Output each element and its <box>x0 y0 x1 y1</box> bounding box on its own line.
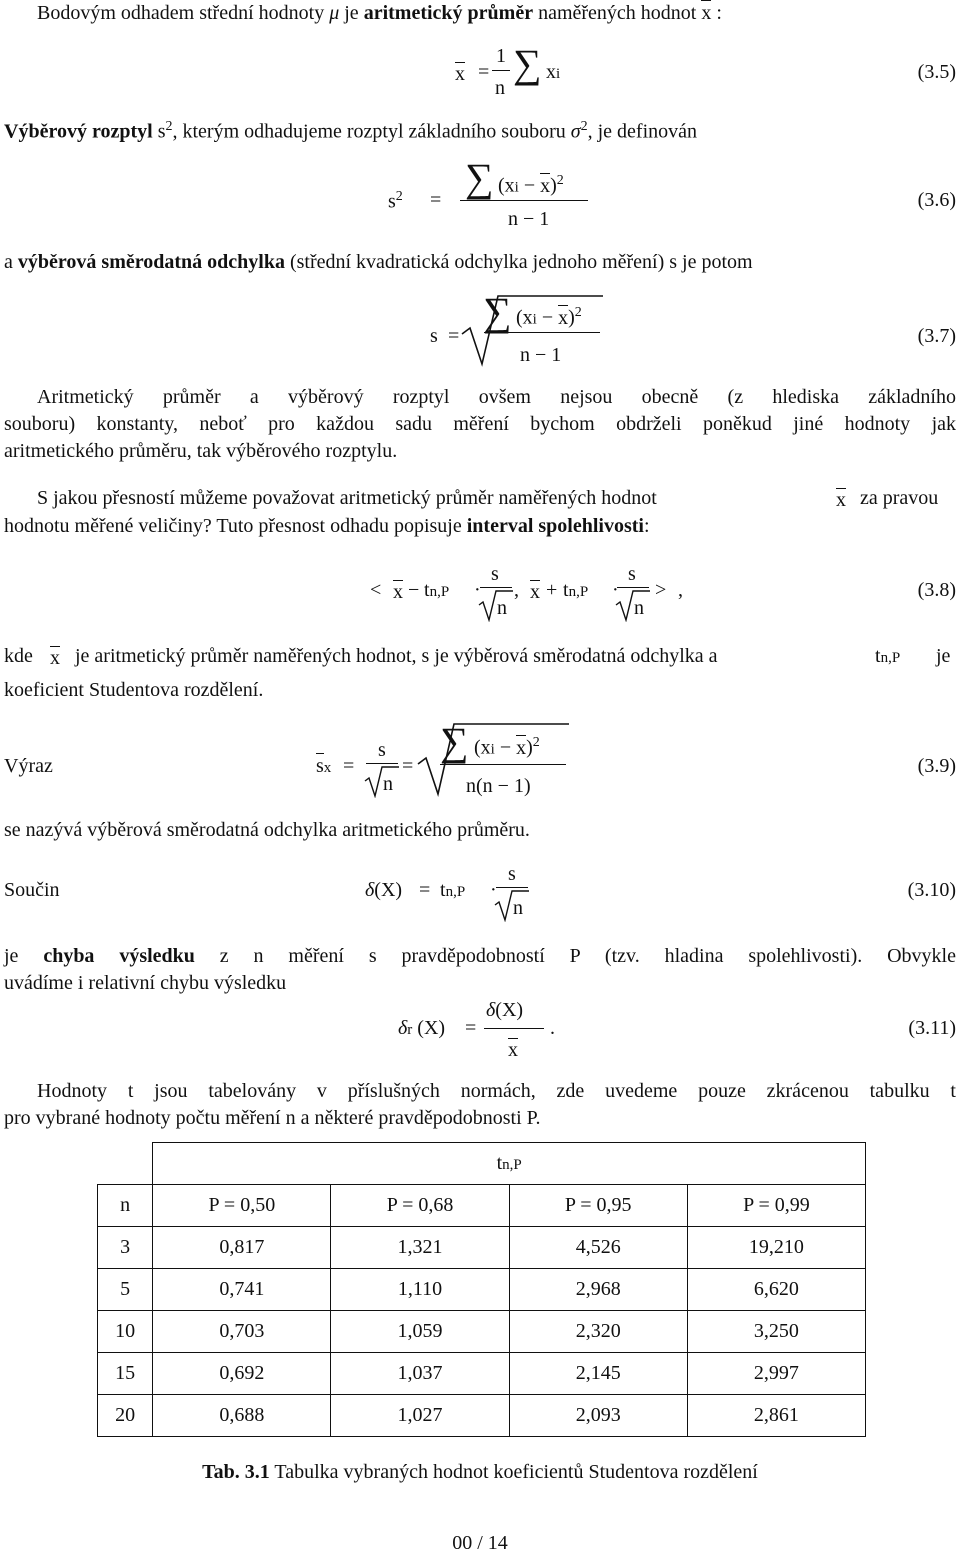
table-header-t: tn,P <box>153 1143 866 1185</box>
table-cell: 1,059 <box>331 1311 509 1353</box>
table-cell: 0,703 <box>153 1311 331 1353</box>
equals: = <box>430 189 442 211</box>
fraction-bar <box>617 587 649 588</box>
delta-X: δ(X) <box>365 879 403 901</box>
table-cell: 1,027 <box>331 1395 509 1437</box>
caption-label: Tab. 3.1 <box>202 1461 270 1483</box>
xbar-symbol: x <box>701 2 712 24</box>
table-cell: 0,688 <box>153 1395 331 1437</box>
table-corner-cell <box>98 1143 153 1185</box>
equals: = <box>402 755 414 777</box>
gt: > <box>655 579 667 601</box>
table-cell: 5 <box>98 1269 153 1311</box>
table-cell: 1,321 <box>331 1227 509 1269</box>
paragraph-table-intro <box>4 1078 956 1132</box>
paragraph-constants <box>4 384 956 465</box>
denominator: n(n − 1) <box>466 775 531 797</box>
denominator: x <box>508 1039 518 1061</box>
student-t-table <box>97 1142 866 1437</box>
fraction-bar <box>492 70 510 71</box>
equation-number: (3.5) <box>917 61 956 83</box>
xbar: x <box>393 581 403 603</box>
table-columns-row <box>98 1185 866 1227</box>
sum-symbol: ∑ <box>465 155 494 200</box>
table-header-cell: P = 0,95 <box>509 1185 687 1227</box>
table-cell: 3 <box>98 1227 153 1269</box>
sqrt-sign <box>364 764 400 798</box>
numerator: (xi − x)$^2$ <box>498 173 564 197</box>
equals: = <box>465 1017 477 1039</box>
paragraph-line: aritmetického průměru, tak výběrového rozptylu. <box>4 440 398 462</box>
caption-text: Tabulka vybraných hodnot koeficientů Studentova rozdělení <box>269 1461 758 1483</box>
sqrt-sign <box>494 888 530 922</box>
xbar: x <box>530 581 540 603</box>
sigma-symbol: σ <box>570 120 581 143</box>
term-sample-std: výběrová směrodatná odchylka <box>17 251 285 273</box>
s-squared: $s^2$ <box>388 189 403 213</box>
table-cell: 6,620 <box>687 1269 865 1311</box>
table-row <box>98 1311 866 1353</box>
delta-r-X: δr (X) <box>398 1017 446 1039</box>
table-cell: 4,526 <box>509 1227 687 1269</box>
paragraph-line: hodnotu měřené veličiny? Tuto přesnost odhadu popisuje interval spolehlivosti: <box>4 515 650 537</box>
dot: · <box>612 579 619 601</box>
denominator: n <box>513 897 523 919</box>
fraction-bar <box>480 587 512 588</box>
paragraph-line: se nazývá výběrová směrodatná odchylka aritmetického průměru. <box>4 819 530 841</box>
table-cell: 0,692 <box>153 1353 331 1395</box>
t-nP-symbol: tn,P <box>875 645 901 667</box>
page-number: 00 / 14 <box>452 1532 508 1554</box>
denominator: n <box>497 597 507 619</box>
intro-mean-line <box>37 3 722 23</box>
numerator: δ(X) <box>486 999 524 1021</box>
table-cell: 0,817 <box>153 1227 331 1269</box>
paragraph-line: kde <box>4 645 33 667</box>
paragraph-line: Hodnoty t jsou tabelovány v příslušných normách, zde uvedeme pouze zkrácenou tabulku t <box>37 1080 956 1102</box>
denominator: n − 1 <box>520 344 562 366</box>
text: Bodovým odhadem střední hodnoty <box>37 2 330 24</box>
text: naměřených hodnot <box>533 2 702 24</box>
fraction-bar <box>484 1028 544 1029</box>
table-header-cell: n <box>98 1185 153 1227</box>
xbar: x <box>455 63 465 85</box>
table-row <box>98 1395 866 1437</box>
term-sample-variance: Výběrový rozptyl <box>4 120 153 143</box>
denominator: n <box>634 597 644 619</box>
fraction-bar <box>484 332 600 333</box>
s: s <box>430 325 438 347</box>
t-nP: tn,P <box>424 579 450 601</box>
table-header-cell: P = 0,68 <box>331 1185 509 1227</box>
table-cell: 2,968 <box>509 1269 687 1311</box>
equation-number: (3.6) <box>917 189 956 211</box>
paragraph-line: S jakou přesností můžeme považovat aritmetický průměr naměřených hodnot <box>37 487 657 509</box>
paragraph-line: Aritmetický průměr a výběrový rozptyl ovšem nejsou obecně (z hlediska základního <box>37 386 956 408</box>
label-vyraz: Výraz <box>4 755 53 777</box>
term-arithmetic-mean: aritmetický průměr <box>363 2 534 24</box>
term-confidence-interval: interval spolehlivosti <box>466 515 644 537</box>
paragraph-line: je chyba výsledku z n měření s pravděpodobností P (tzv. hladina spolehlivosti). Obvykle <box>4 945 956 967</box>
numerator: s <box>508 863 516 885</box>
table-cell: 1,037 <box>331 1353 509 1395</box>
std-intro-line: a výběrová směrodatná odchylka (střední kvadratická odchylka jednoho měření) s je potom <box>4 251 753 273</box>
s-sub-xbar: sx <box>316 755 332 777</box>
table-cell: 19,210 <box>687 1227 865 1269</box>
numerator: s <box>491 563 499 585</box>
text: : <box>711 2 722 24</box>
table-cell: 1,110 <box>331 1269 509 1311</box>
table-row <box>98 1269 866 1311</box>
equation-number: (3.7) <box>917 325 956 347</box>
minus: − <box>408 579 420 601</box>
numerator: (xi − x)$^2$ <box>474 735 540 759</box>
table-row <box>98 1353 866 1395</box>
xbar-symbol: x <box>836 489 846 511</box>
denominator: n <box>383 773 393 795</box>
sum-symbol: ∑ <box>483 289 512 334</box>
table-cell: 2,320 <box>509 1311 687 1353</box>
fraction-bar <box>440 764 566 765</box>
table-cell: 2,997 <box>687 1353 865 1395</box>
dot: · <box>490 879 497 901</box>
table-cell: 20 <box>98 1395 153 1437</box>
equals: = <box>419 879 431 901</box>
equals: = <box>478 61 490 83</box>
table-cell: 2,145 <box>509 1353 687 1395</box>
lt: < <box>370 579 382 601</box>
table-cell: 10 <box>98 1311 153 1353</box>
fraction-bar <box>366 763 398 764</box>
paragraph-error <box>4 943 956 997</box>
variance-intro-line: Výběrový rozptyl $s^2$, kterým odhadujeme rozptyl základního souboru $\sigma^2$, je definován <box>4 119 698 143</box>
t-nP: tn,P <box>563 579 589 601</box>
comma: , <box>678 579 683 601</box>
numerator: s <box>378 739 386 761</box>
table-header-cell: P = 0,50 <box>153 1185 331 1227</box>
table-cell: 2,093 <box>509 1395 687 1437</box>
table-header-row <box>98 1143 866 1185</box>
table-caption <box>0 1461 960 1484</box>
numerator: (xi − x)$^2$ <box>516 305 582 329</box>
fraction-bar <box>460 200 588 201</box>
denominator: n − 1 <box>508 208 550 230</box>
sum-symbol: ∑ <box>513 41 542 86</box>
equation-number: (3.11) <box>908 1017 956 1039</box>
equation-number: (3.10) <box>907 879 956 901</box>
paragraph-line: koeficient Studentova rozdělení. <box>4 679 264 701</box>
paragraph-line: uvádíme i relativní chybu výsledku <box>4 972 287 994</box>
label-soucin: Součin <box>4 879 60 901</box>
numerator: 1 <box>496 45 506 67</box>
table-header-cell: P = 0,99 <box>687 1185 865 1227</box>
paragraph-line: souboru) konstanty, neboť pro každou sadu měření bychom obdrželi poněkud jiné hodnoty jak <box>4 413 956 435</box>
text: je <box>339 2 364 24</box>
equation-number: (3.9) <box>917 755 956 777</box>
sum-symbol: ∑ <box>440 719 469 764</box>
equation-number: (3.8) <box>917 579 956 601</box>
sqrt-sign <box>615 588 651 622</box>
equals: = <box>448 325 460 347</box>
equals: = <box>343 755 355 777</box>
x-sub-i: xi <box>546 61 561 83</box>
comma: , <box>514 579 519 601</box>
table-cell: 3,250 <box>687 1311 865 1353</box>
table-cell: 2,861 <box>687 1395 865 1437</box>
term-result-error: chyba výsledku <box>43 945 195 967</box>
sqrt-sign <box>478 588 514 622</box>
table-row <box>98 1227 866 1269</box>
paragraph-line: za pravou <box>860 487 939 509</box>
xbar-symbol: x <box>50 647 60 669</box>
fraction-bar <box>496 887 528 888</box>
table-cell: 15 <box>98 1353 153 1395</box>
paragraph-line: je aritmetický průměr naměřených hodnot, s je výběrová směrodatná odchylka a <box>75 645 718 667</box>
table-cell: 0,741 <box>153 1269 331 1311</box>
denominator: n <box>495 77 505 99</box>
paragraph-line: pro vybrané hodnoty počtu měření n a některé pravděpodobnosti P. <box>4 1107 541 1129</box>
plus: + <box>546 579 558 601</box>
mu-symbol: μ <box>329 2 340 24</box>
paragraph-line: je <box>936 645 951 667</box>
numerator: s <box>628 563 636 585</box>
dot: · <box>474 579 481 601</box>
t-nP: tn,P <box>440 879 466 901</box>
period: . <box>550 1017 555 1039</box>
